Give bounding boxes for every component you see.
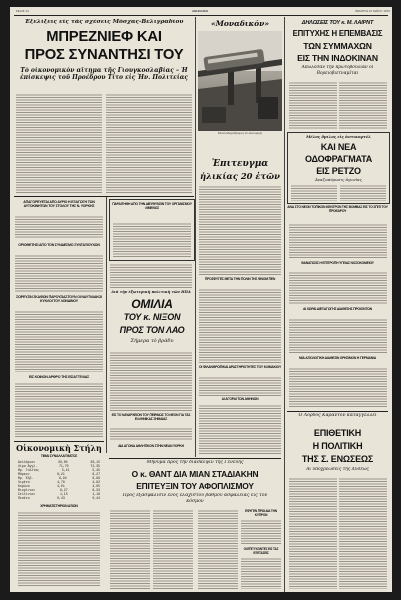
market-subtitle-1: ΤΙΜΑΙ ΣΥΝΑΛΛΑΓΜΑΤΟΣ bbox=[40, 454, 78, 458]
reggio-deck: Ἀναζωπύρωσις ἀγωνίας bbox=[315, 177, 362, 182]
thant-side-subhead-1: ΕΦΥΓΕΝ ΠΡΩΙ ΔΙΑ ΤΗΝ ΚΥΠΡΟΝ bbox=[245, 509, 277, 517]
col4-body-text bbox=[289, 223, 387, 259]
market-sell-rate: 4,05 bbox=[92, 484, 100, 488]
resignation-box bbox=[109, 199, 195, 261]
col4-deck: Ἀπώλεσαν τὴν πρωτοβουλίαν οἱ Βορειοβιετναμῖται bbox=[301, 65, 374, 76]
market-buy-rate: 8,21 bbox=[57, 472, 65, 476]
monorail-photo-graphic bbox=[198, 31, 282, 131]
page-label: ΣΕΛΙΣ 14 bbox=[16, 9, 29, 13]
market-buy-rate: 8,27 bbox=[59, 488, 68, 492]
col1-subhead-4: ΕΙΣ ΚΟΙΝΟΝ ΑΡΘΡΟ ΤΗΣ ΕΙΣΑΓΓΕΛΙΑΣ bbox=[28, 375, 90, 379]
col4-body-text bbox=[289, 318, 387, 354]
paper-name: ΑΘΗΝΑΙΚΗ bbox=[191, 9, 209, 13]
col4-subhead-2: ΘΑΝΑΤΩΣΙΣ Η ΕΠΙΤΡΟΠΗ ΥΓΕΙΑΣ ΝΟΣΟΚΟΜΕΙΟΥ bbox=[301, 261, 374, 265]
col3-body-text bbox=[199, 376, 281, 396]
market-buy-rate: 5,41 bbox=[61, 468, 70, 472]
photo-kicker: «Μοναδικόν» bbox=[210, 19, 270, 28]
market-sell-rate: 72,35 bbox=[90, 464, 100, 468]
lead-kicker: Ἐξελίξεις εἰς τὰς σχέσεις Μόσχας-Βελιγραδίου bbox=[24, 19, 184, 25]
col4-body-text bbox=[289, 367, 387, 407]
lead-story bbox=[14, 19, 194, 195]
col4-subhead-3: ΑΙ ΧΩΡΑΙ ΔΙΕΞΑΓΩΓΗΣ ΔΙΑΘΕΣΗΣ ΠΡΟΙΟΝΤΩΝ bbox=[303, 307, 372, 311]
thant-side-text bbox=[241, 519, 281, 545]
col2-subhead-1: ΕΙΣ ΤΟ ΝΑΥΑΡΧΕΙΟΝ ΤΟΥ ΠΕΙΡΑΙΩΣ ΤΟ ΝΕΟΝ ΓΙΑ ΤΑΣ ΕΛΛΗΝΙΚΑΣ ΣΗΜΑΙΑΣ bbox=[111, 413, 191, 422]
lead-body-text bbox=[16, 93, 102, 193]
thant-body-text bbox=[198, 509, 238, 589]
caradon-kicker: Ὁ Λόρδος Κάραντον καταγγέλλει bbox=[298, 413, 377, 418]
caradon-headline-line-1: ΕΠΙΘΕΤΙΚΗ bbox=[313, 428, 362, 438]
col4-headline-line-2: ΤΩΝ ΣΥΜΜΑΧΩΝ bbox=[303, 41, 372, 51]
section-rule bbox=[287, 411, 388, 412]
market-buy-rate: 1,15 bbox=[59, 492, 68, 496]
thant-kicker: Μήνυμα πρὸς τὴν διάσκεψιν τῆς Γενεύης bbox=[146, 460, 244, 465]
market-row bbox=[18, 496, 100, 500]
reggio-box bbox=[287, 132, 390, 204]
col1-body-text bbox=[15, 382, 103, 438]
col4-body-text bbox=[289, 81, 337, 129]
market-currency: Φιορίνιον bbox=[18, 488, 36, 492]
thant-body-text bbox=[110, 509, 150, 589]
reggio-body-text bbox=[291, 184, 337, 201]
market-buy-rate: 30,00 bbox=[58, 460, 68, 464]
lead-headline-line-1: ΜΠΡΕΖΝΙΕΦ ΚΑΙ bbox=[46, 29, 162, 45]
market-buy-rate: 71,70 bbox=[58, 464, 69, 468]
column-divider bbox=[106, 197, 107, 453]
col4-subhead-1: ΑΝΑ ΣΤΟ ΝΕΟΝ ΤΟΠΙΚΟΝ ΚΕΝΤΡΟΝ ΤΗΣ ΒΟΜΒΑΣ ΕΙΣ ΤΟ ΣΠΙΤΙ ΤΟΥ ΠΡΟΕΔΡΟΥ bbox=[287, 205, 388, 214]
col1-body-text bbox=[15, 215, 103, 239]
market-sell-rate: 0,44 bbox=[92, 496, 100, 500]
masthead-rule bbox=[14, 15, 388, 16]
market-sell-rate: 4,82 bbox=[92, 480, 100, 484]
market-sell-rate: 1,16 bbox=[92, 492, 100, 496]
market-currency: Φρ. Ἑλβ. bbox=[18, 476, 34, 480]
col3-subhead-1: ΠΡΟΣΦΥΓΕΣ ΜΕΤΑ ΤΗΝ ΠΟΛΙΝ ΤΗΣ ΦΝΟΜ ΠΕΝ bbox=[204, 277, 276, 281]
resignation-box-text bbox=[113, 222, 191, 258]
caradon-deck: Αἱ ὑποχρεώσεις τῆς Δύσεως bbox=[306, 467, 369, 472]
col2-body-text bbox=[110, 351, 192, 411]
lead-body-text bbox=[106, 93, 192, 193]
market-sell-rate: 30,15 bbox=[90, 460, 100, 464]
caradon-headline-line-2: Η ΠΟΛΙΤΙΚΗ bbox=[312, 441, 363, 451]
nixon-kicker: Διὰ τὴν ἐξωτερικὴ πολιτικὴ τῶν ΗΠΑ bbox=[111, 290, 191, 294]
market-sell-rate: 6,99 bbox=[92, 476, 100, 480]
market-buy-rate: 6,94 bbox=[59, 476, 67, 480]
thant-deck: Πρὸς ἐξασφάλισιν ἑνὸς ἐλαχίστου βαθμοῦ ἀσφαλείας εἰς τὸν κόσμον bbox=[122, 493, 268, 504]
col1-subhead-1: ΑΠΑΓΟΡΕΥΕΤΑΙ ΑΠΟ ΑΥΡΙΟ Η ΕΞΑΓΩΓΗ ΤΩΝ ΑΥΤΟΚΙΝΗΤΩΝ ΤΟΥ ΣΤΟΛΟΥ ΤΗΣ Ν. ΥΟΡΚΗΣ bbox=[23, 200, 95, 209]
market-sell-rate: 5,45 bbox=[92, 468, 100, 472]
reggio-headline-line-3: ΕΙΣ ΡΕΤΖΟ bbox=[316, 166, 361, 176]
resignation-box-title: ΠΑΡΑΙΤΗΘΗ ΑΠΟ ΤΗΝ ΔΙΕΥΘΥΝΣΙΝ ΤΟΥ ΟΡΓΑΝΙΣΜΟΥ ΛΙΜΕΝΟΣ bbox=[112, 202, 192, 211]
date-line: ΠΕΜΠΤΗ 21 ΜΑΪΟΥ 1970 bbox=[355, 9, 390, 13]
nixon-headline-line-3: ΠΡΟΣ ΤΟΝ ΛΑΟ bbox=[119, 325, 185, 335]
thant-side-subhead-2: ΟΙ ΕΠΙΤΥΧΟΝΤΕΣ ΕΙΣ ΤΑΣ ΕΞΕΤΑΣΕΙΣ bbox=[243, 547, 279, 555]
reggio-body-text bbox=[340, 184, 386, 201]
photo-caption: Μονοσιδηρόδρομος ἐν λειτουργίᾳ bbox=[217, 131, 263, 135]
market-sell-rate: 8,33 bbox=[92, 488, 100, 492]
nixon-headline-line-2: ΤΟΥ κ. ΝΙΞΟΝ bbox=[123, 312, 181, 322]
market-currency: Φρ. Γαλλίας bbox=[18, 468, 40, 472]
col3-headline-line-2: ἡλικίας 20 ἐτῶν bbox=[200, 171, 280, 181]
col4-headline-line-1: ΕΠΙΤΥΧΗΣ Η ΕΠΕΜΒΑΣΙΣ bbox=[292, 29, 383, 38]
reggio-kicker: Μέλος ὅμιλος εἰς ἀντικαρτέλ bbox=[306, 134, 371, 139]
nixon-deck: Σήμερα τὸ βράδυ bbox=[130, 338, 174, 344]
col4-kicker: ΔΗΛΩΣΕΙΣ ΤΟΥ κ. Μ. ΛΑΙΡΝΤ bbox=[301, 20, 374, 26]
col4-headline-line-3: ΕΙΣ ΤΗΝ ΙΝΔΟΚΙΝΑΝ bbox=[297, 53, 378, 63]
market-buy-rate: 4,78 bbox=[57, 480, 65, 484]
thant-side-text bbox=[241, 557, 281, 589]
col3-body-text bbox=[199, 288, 281, 364]
thant-body-text bbox=[153, 509, 193, 589]
caradon-body-text bbox=[339, 477, 387, 589]
column-divider bbox=[195, 17, 196, 457]
thant-headline-line-1: Ο κ. ΘΑΝΤ ΔΙΑ ΜΙΑΝ ΣΤΑΔΙΑΚΗΝ bbox=[131, 469, 259, 479]
col2-body-text bbox=[110, 263, 192, 289]
lead-headline-line-2: ΠΡΟΣ ΣΥΝΑΝΤΗΣΙ ΤΟΥ bbox=[24, 47, 184, 63]
market-sell-rate: 8,27 bbox=[92, 472, 100, 476]
col3-subhead-2: ΟΙ ΦΙΛΑΝΘΡΩΠΙΚΑΙ ΔΡΑΣΤΗΡΙΟΤΗΤΕΣ ΤΟΥ ΚΛΙΜΑΚΙΟΥ bbox=[198, 365, 282, 369]
nixon-headline-line-1: ΟΜΙΛΙΑ bbox=[131, 297, 173, 311]
newspaper-page bbox=[10, 7, 392, 592]
market-currency: Πεσέτα bbox=[18, 496, 30, 500]
column-divider bbox=[284, 17, 285, 592]
reggio-headline-line-1: ΚΑΙ ΝΕΑ bbox=[320, 142, 357, 152]
lead-deck: Τὸ οἰκονομικὸν αἴτημα τῆς Γιουγκοσλαβίας – Ἡ ἐπίσκεψις τοῦ Προέδρου Τίτο εἰς Ἠν. Πολιτείας bbox=[19, 67, 189, 81]
col1-body-text bbox=[15, 310, 103, 372]
col3-body-text bbox=[199, 404, 281, 454]
market-currency: Σελλίνιον bbox=[18, 492, 36, 496]
col4-body-text bbox=[339, 81, 387, 129]
market-listing-text bbox=[18, 511, 100, 587]
thant-headline-line-2: ΕΠΙΤΕΥΞΙΝ ΤΟΥ ΑΦΟΠΛΙΣΜΟΥ bbox=[136, 481, 254, 491]
col4-subhead-4: ΜΙΑ ΑΞΙΟΛΟΓΙΚΗ ΔΙΑΘΕΣΙΝ ΧΡΗΣΙΜΟΝ Η ΓΕΡΜΑΝΙΑ bbox=[299, 356, 376, 360]
market-currency: Λιρέτα bbox=[18, 480, 30, 484]
market-currency: Κορώνα bbox=[18, 484, 30, 488]
col1-body-text bbox=[15, 254, 103, 292]
reggio-headline-line-2: ΟΔΟΦΡΑΓΜΑΤΑ bbox=[305, 154, 372, 164]
market-currency: Λίρα Ἀγγλ. bbox=[18, 464, 38, 468]
section-rule bbox=[109, 458, 281, 459]
section-rule bbox=[14, 441, 104, 442]
market-buy-rate: 0,43 bbox=[57, 496, 65, 500]
col3-body-text bbox=[199, 185, 281, 275]
col3-headline-line-1: Ἐπιτευγμα bbox=[211, 159, 269, 169]
col1-subhead-2: ΟΡΙΟΘΕΤΗΣΙ ΑΠΟ ΤΟΝ ΣΥΝΔΕΣΜΟ ΣΥΝΤΑΞΙΟΥΧΩΝ bbox=[18, 243, 100, 247]
caradon-body-text bbox=[289, 477, 337, 589]
market-table bbox=[18, 460, 100, 502]
col2-body-text bbox=[110, 427, 192, 441]
market-subtitle-2: ΧΡΗΜΑΤΙΣΤΗΡΙΟΝ ΑΞΙΩΝ bbox=[40, 504, 78, 508]
market-buy-rate: 4,01 bbox=[57, 484, 65, 488]
monorail-photo bbox=[198, 31, 282, 131]
col2-subhead-2: ΔΙΑ ΑΓΩΝΑ ΑΘΛΗΤΙΚΟΝ ΣΤΗΝ ΝΕΑΝ ΥΟΡΚΗ bbox=[118, 444, 184, 448]
caradon-headline-line-3: ΤΗΣ Σ. ΕΝΩΣΕΩΣ bbox=[301, 454, 374, 464]
col1-subhead-3: ΣΩΡΕΥΣΙΝ ΣΚΑΦΩΝ ΠΑΡΟΥΣΙΑΣΤΟΥΝ ΟΙ ΝΑΥΤΙΛΙΑΚΟΙ ΚΥΚΛΟΙ ΤΟΥ ΛΟΝΔΙΝΟΥ bbox=[16, 295, 102, 304]
market-title: Οἰκονομικὴ Στήλη bbox=[16, 443, 102, 453]
col3-subhead-3: ΑΙ ΑΓΟΡΑΙ ΤΩΝ ΑΘΗΝΩΝ bbox=[221, 397, 259, 401]
market-currency: Μάρκον bbox=[18, 472, 30, 476]
market-currency: Δολλάριον bbox=[18, 460, 36, 464]
col4-body-text bbox=[289, 271, 387, 305]
section-rule bbox=[14, 196, 194, 197]
